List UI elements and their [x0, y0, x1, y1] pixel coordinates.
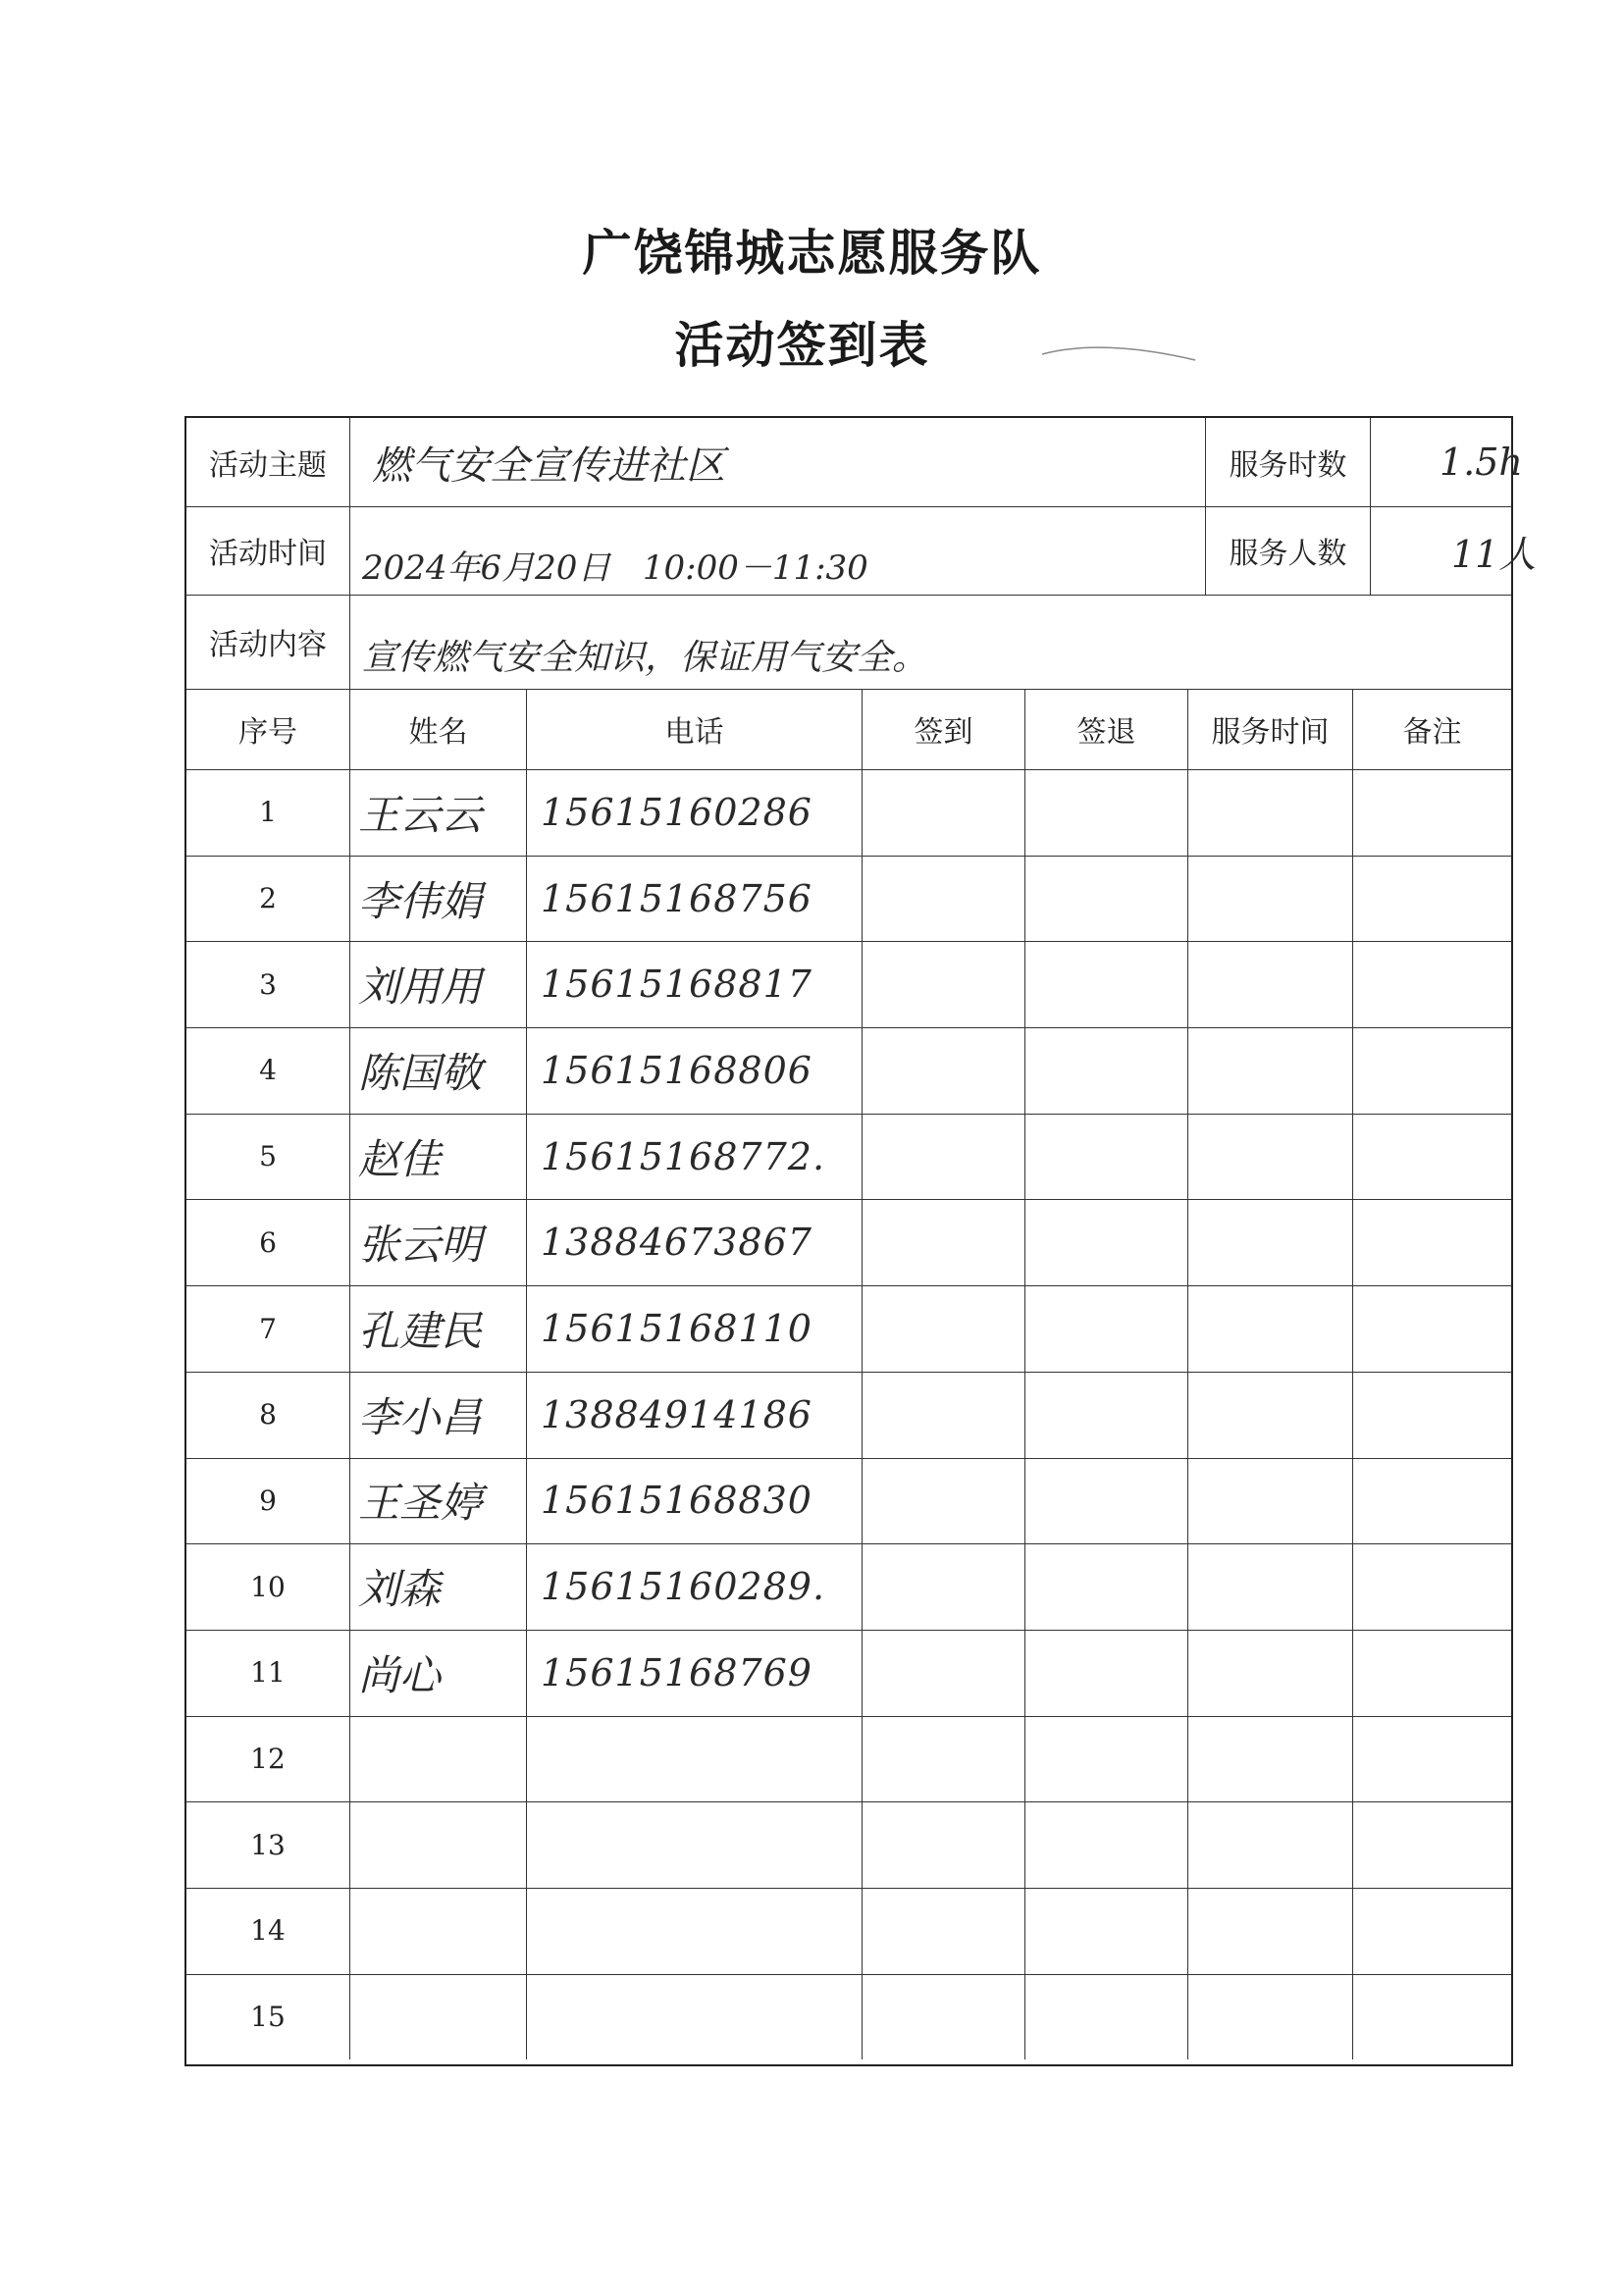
table-row — [186, 1630, 1511, 1717]
row-service-time — [1187, 1114, 1352, 1200]
row-number: 4 — [259, 1054, 277, 1087]
row-service-time — [1187, 1801, 1352, 1888]
row-sign-in — [862, 941, 1024, 1027]
header-remarks: 备注 — [1352, 689, 1511, 769]
row-sign-out — [1024, 1458, 1187, 1544]
row-number: 11 — [250, 1656, 286, 1690]
row-number: 12 — [250, 1743, 286, 1776]
row-number: 13 — [250, 1828, 286, 1861]
row-name — [349, 1888, 526, 1974]
row-sign-out — [1024, 1716, 1187, 1802]
row-service-time — [1187, 1027, 1352, 1114]
row-name: 李小昌 — [349, 1372, 526, 1458]
table-header-row — [186, 689, 1511, 770]
row-number: 15 — [250, 2001, 286, 2034]
row-name: 尚心 — [349, 1630, 526, 1716]
row-name — [349, 1801, 526, 1888]
row-sign-in — [862, 1630, 1024, 1716]
row-name: 赵佳 — [349, 1114, 526, 1200]
row-service-time — [1187, 1200, 1352, 1286]
row-name: 孔建民 — [349, 1285, 526, 1372]
info-row-content — [186, 595, 1511, 690]
row-service-time — [1187, 1543, 1352, 1630]
content-value: 宣传燃气安全知识，保证用气安全。 — [349, 595, 1511, 689]
row-sign-in — [862, 1027, 1024, 1114]
row-phone — [526, 1801, 862, 1888]
row-number: 5 — [259, 1140, 277, 1173]
document-title: 广饶锦城志愿服务队 — [582, 225, 1042, 282]
row-name: 刘用用 — [349, 941, 526, 1027]
sign-in-sheet — [184, 416, 1537, 2066]
header-phone: 电话 — [526, 689, 862, 769]
table-row — [186, 1801, 1511, 1889]
row-sign-in — [862, 769, 1024, 856]
row-sign-in — [862, 1200, 1024, 1286]
row-name — [349, 1974, 526, 2060]
info-row-time — [186, 506, 1537, 596]
row-remarks — [1352, 1200, 1511, 1286]
row-sign-in — [862, 1716, 1024, 1802]
time-value: 2024年6月20日 10:00－11:30 — [349, 506, 1205, 595]
row-number: 6 — [259, 1225, 277, 1259]
row-service-time — [1187, 1888, 1352, 1974]
row-name: 李伟娟 — [349, 856, 526, 942]
row-sign-in — [862, 1974, 1024, 2060]
row-phone: 13884673867 — [526, 1200, 862, 1286]
row-remarks — [1352, 1974, 1511, 2060]
row-sign-in — [862, 856, 1024, 942]
row-sign-out — [1024, 1801, 1187, 1888]
header-name: 姓名 — [349, 689, 526, 769]
row-sign-in — [862, 1372, 1024, 1458]
table-row — [186, 1458, 1511, 1545]
row-name: 刘森 — [349, 1543, 526, 1630]
row-phone: 15615168772. — [526, 1114, 862, 1200]
row-remarks — [1352, 941, 1511, 1027]
people-label: 服务人数 — [1205, 506, 1370, 595]
header-sign-out: 签退 — [1024, 689, 1187, 769]
table-row — [186, 1974, 1511, 2060]
row-remarks — [1352, 1888, 1511, 1974]
row-service-time — [1187, 1716, 1352, 1802]
row-service-time — [1187, 1974, 1352, 2060]
table-row — [186, 856, 1511, 943]
header-sign-in: 签到 — [862, 689, 1024, 769]
document-subtitle: 活动签到表 — [674, 317, 930, 374]
row-phone: 15615168817 — [526, 941, 862, 1027]
row-name: 张云明 — [349, 1200, 526, 1286]
info-row-topic — [186, 418, 1523, 507]
row-remarks — [1352, 856, 1511, 942]
row-remarks — [1352, 1716, 1511, 1802]
row-phone: 15615168830 — [526, 1458, 862, 1544]
row-sign-out — [1024, 1974, 1187, 2060]
row-number: 2 — [259, 882, 277, 915]
row-phone: 15615168769 — [526, 1630, 862, 1716]
row-number: 1 — [259, 796, 277, 829]
row-sign-in — [862, 1285, 1024, 1372]
row-phone: 15615168110 — [526, 1285, 862, 1372]
row-remarks — [1352, 1027, 1511, 1114]
row-phone — [526, 1716, 862, 1802]
row-name — [349, 1716, 526, 1802]
hours-value: 1.5h — [1370, 418, 1511, 506]
row-sign-in — [862, 1114, 1024, 1200]
row-remarks — [1352, 1372, 1511, 1458]
row-remarks — [1352, 769, 1511, 856]
row-sign-in — [862, 1888, 1024, 1974]
row-number: 7 — [259, 1312, 277, 1345]
row-sign-out — [1024, 1285, 1187, 1372]
row-sign-out — [1024, 1543, 1187, 1630]
table-row — [186, 769, 1511, 857]
row-sign-in — [862, 1543, 1024, 1630]
row-service-time — [1187, 1372, 1352, 1458]
row-remarks — [1352, 1285, 1511, 1372]
table-row — [186, 1716, 1511, 1803]
row-remarks — [1352, 1458, 1511, 1544]
header-service-time: 服务时间 — [1187, 689, 1352, 769]
row-sign-out — [1024, 1027, 1187, 1114]
table-row — [186, 1027, 1511, 1115]
row-phone: 15615160289. — [526, 1543, 862, 1630]
table-row — [186, 1888, 1511, 1975]
row-name: 王圣婷 — [349, 1458, 526, 1544]
row-remarks — [1352, 1114, 1511, 1200]
row-number: 9 — [259, 1484, 277, 1517]
row-service-time — [1187, 1458, 1352, 1544]
row-service-time — [1187, 769, 1352, 856]
row-number: 10 — [250, 1570, 286, 1603]
row-service-time — [1187, 1285, 1352, 1372]
topic-value: 燃气安全宣传进社区 — [349, 418, 1205, 506]
row-sign-out — [1024, 769, 1187, 856]
row-remarks — [1352, 1630, 1511, 1716]
table-row — [186, 1543, 1511, 1631]
table-row — [186, 1114, 1511, 1201]
row-service-time — [1187, 856, 1352, 942]
row-phone — [526, 1974, 862, 2060]
row-phone: 13884914186 — [526, 1372, 862, 1458]
people-value: 11人 — [1370, 506, 1511, 595]
row-name: 王云云 — [349, 769, 526, 856]
table-row — [186, 1285, 1511, 1373]
row-service-time — [1187, 941, 1352, 1027]
row-remarks — [1352, 1801, 1511, 1888]
row-phone: 15615168806 — [526, 1027, 862, 1114]
row-sign-in — [862, 1801, 1024, 1888]
header-no: 序号 — [238, 715, 297, 750]
row-sign-in — [862, 1458, 1024, 1544]
row-sign-out — [1024, 941, 1187, 1027]
row-sign-out — [1024, 1114, 1187, 1200]
hours-label: 服务时数 — [1205, 418, 1370, 506]
time-label: 活动时间 — [209, 537, 327, 571]
row-phone — [526, 1888, 862, 1974]
table-row — [186, 1372, 1511, 1459]
content-label: 活动内容 — [209, 628, 327, 662]
row-number: 3 — [259, 967, 277, 1001]
row-phone: 15615168756 — [526, 856, 862, 942]
topic-label: 活动主题 — [209, 448, 327, 483]
row-service-time — [1187, 1630, 1352, 1716]
row-sign-out — [1024, 856, 1187, 942]
row-number: 14 — [250, 1914, 286, 1948]
table-row — [186, 941, 1511, 1028]
row-name: 陈国敬 — [349, 1027, 526, 1114]
row-remarks — [1352, 1543, 1511, 1630]
row-sign-out — [1024, 1372, 1187, 1458]
row-sign-out — [1024, 1200, 1187, 1286]
row-number: 8 — [259, 1398, 277, 1432]
row-sign-out — [1024, 1630, 1187, 1716]
row-sign-out — [1024, 1888, 1187, 1974]
row-phone: 15615160286 — [526, 769, 862, 856]
pen-stroke-mark — [1040, 339, 1197, 368]
table-row — [186, 1200, 1511, 1287]
